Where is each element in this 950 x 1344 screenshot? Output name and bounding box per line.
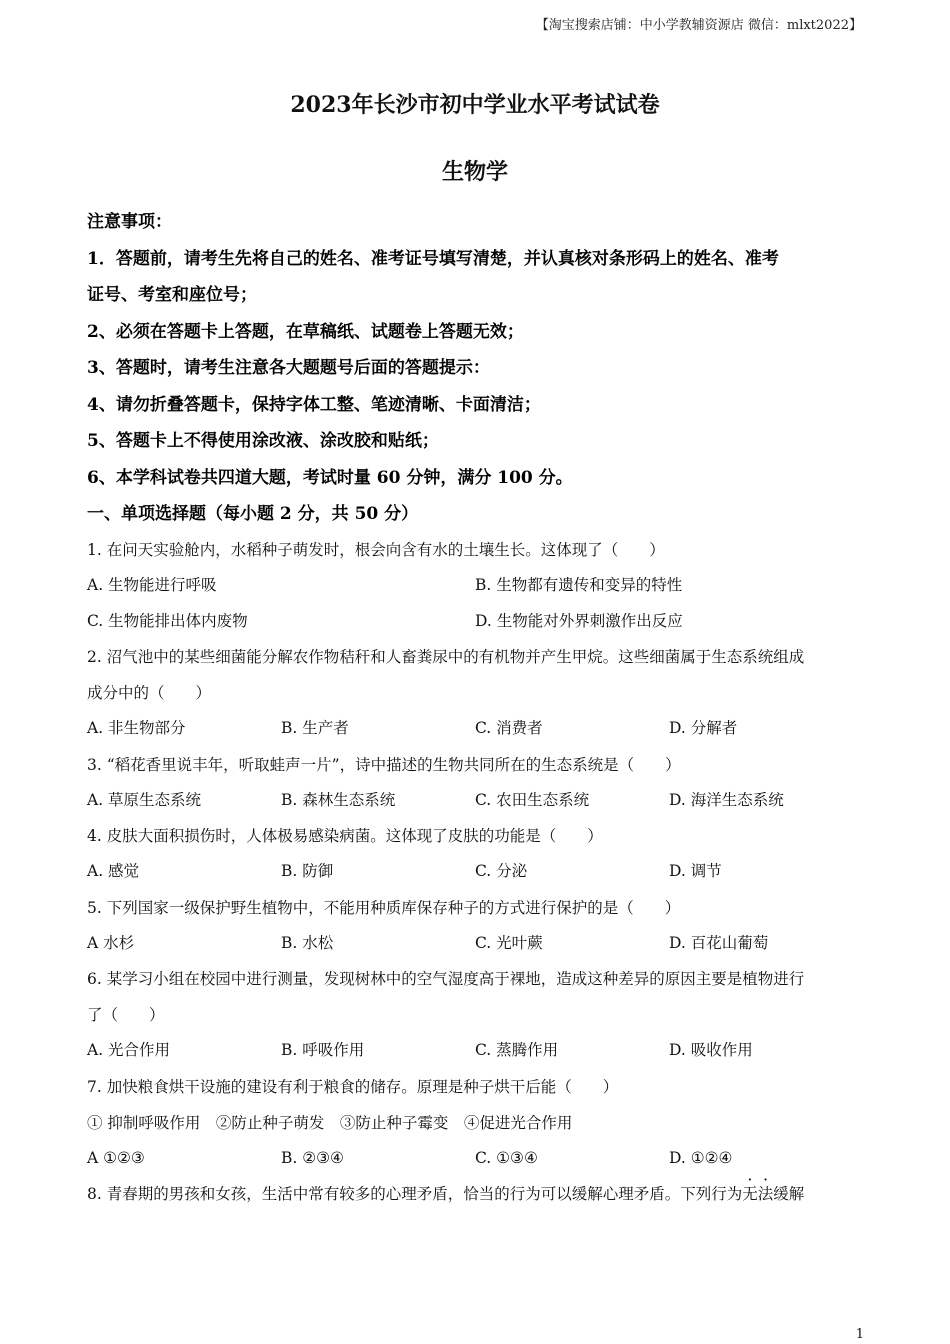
option-b: B. 森林生态系统 bbox=[281, 790, 396, 809]
question-stem-cont: 成分中的（ ） bbox=[87, 684, 212, 702]
question-stem: 3. “稻花香里说丰年，听取蛙声一片”，诗中描述的生物共同所在的生态系统是（ ） bbox=[87, 755, 681, 774]
notice-item: 证号、考室和座位号； bbox=[87, 285, 257, 305]
option-d: D. ①②④ bbox=[669, 1148, 733, 1167]
question-2 bbox=[87, 639, 863, 747]
header-note: 【淘宝搜索店铺：中小学教辅资源店 微信：mlxt2022】 bbox=[535, 18, 862, 33]
option-c: C. 光叶蕨 bbox=[475, 933, 543, 952]
section-heading: 一、单项选择题（每小题 2 分，共 50 分） bbox=[87, 504, 419, 524]
option-a: A ①②③ bbox=[87, 1148, 145, 1167]
notice-item: 1．答题前，请考生先将自己的姓名、准考证号填写清楚，并认真核对条形码上的姓名、准考 bbox=[87, 248, 779, 269]
exam-content bbox=[87, 204, 863, 1212]
options-row bbox=[87, 783, 863, 819]
notice-item: 4、请勿折叠答题卡，保持字体工整、笔迹清晰、卡面清洁； bbox=[87, 394, 541, 415]
options-row bbox=[87, 604, 863, 640]
option-d: D. 分解者 bbox=[669, 719, 738, 737]
option-c: C. 分泌 bbox=[475, 862, 528, 880]
options-row bbox=[87, 1033, 863, 1069]
question-stem: 2. 沼气池中的某些细菌能分解农作物秸秆和人畜粪尿中的有机物并产生甲烷。这些细菌属于生态系统组成 bbox=[87, 648, 805, 666]
option-b: B. ②③④ bbox=[281, 1148, 344, 1167]
options-row bbox=[87, 711, 863, 747]
option-c: C. 消费者 bbox=[475, 719, 543, 737]
question-stem-text: 8. 青春期的男孩和女孩，生活中常有较多的心理矛盾，恰当的行为可以缓解心理矛盾。下列行为 bbox=[87, 1185, 743, 1203]
question-6 bbox=[87, 961, 863, 1069]
question-stem-cont: 了（ ） bbox=[87, 1006, 165, 1024]
option-d: D. 吸收作用 bbox=[669, 1041, 753, 1059]
notice-item: 2、必须在答题卡上答题，在草稿纸、试题卷上答题无效； bbox=[87, 321, 524, 342]
option-d: D. 调节 bbox=[669, 862, 722, 880]
emphasis-char: 无 bbox=[742, 1185, 758, 1203]
notice-item: 3、答题时，请考生注意各大题题号后面的答题提示： bbox=[87, 358, 490, 378]
exam-subject: 生物学 bbox=[441, 159, 508, 185]
option-b: B. 生物都有遗传和变异的特性 bbox=[475, 576, 683, 594]
question-7 bbox=[87, 1069, 863, 1177]
options-row bbox=[87, 854, 863, 890]
option-d: D. 生物能对外界刺激作出反应 bbox=[475, 611, 683, 630]
option-c: C. 农田生态系统 bbox=[475, 790, 590, 809]
question-stem: 1. 在问天实验舱内，水稻种子萌发时，根会向含有水的土壤生长。这体现了（ ） bbox=[87, 541, 665, 559]
option-b: B. 水松 bbox=[281, 933, 334, 952]
option-d: D. 海洋生态系统 bbox=[669, 790, 784, 809]
question-5 bbox=[87, 890, 863, 962]
notice-heading: 注意事项： bbox=[87, 212, 172, 232]
exam-title: 2023年长沙市初中学业水平考试试卷 bbox=[290, 92, 660, 118]
question-4 bbox=[87, 818, 863, 890]
option-d: D. 百花山葡萄 bbox=[669, 933, 769, 952]
option-a: A. 非生物部分 bbox=[87, 719, 186, 737]
option-a: A. 感觉 bbox=[87, 862, 140, 880]
question-1 bbox=[87, 532, 863, 639]
option-b: B. 呼吸作用 bbox=[281, 1041, 365, 1059]
statement-list: ① 抑制呼吸作用 ②防止种子萌发 ③防止种子霉变 ④促进光合作用 bbox=[87, 1113, 573, 1132]
question-stem: 4. 皮肤大面积损伤时，人体极易感染病菌。这体现了皮肤的功能是（ ） bbox=[87, 827, 603, 845]
question-stem bbox=[87, 1176, 863, 1212]
question-3 bbox=[87, 747, 863, 819]
option-a: A 水杉 bbox=[87, 933, 135, 952]
question-stem: 6. 某学习小组在校园中进行测量，发现树林中的空气湿度高于裸地，造成这种差异的原因主要是植物进行 bbox=[87, 970, 805, 988]
question-stem-text: 缓解 bbox=[773, 1185, 805, 1203]
notice-item: 5、答题卡上不得使用涂改液、涂改胶和贴纸； bbox=[87, 431, 439, 451]
emphasis-char: 法 bbox=[757, 1185, 774, 1203]
options-row bbox=[87, 926, 863, 962]
question-stem: 5. 下列国家一级保护野生植物中，不能用种质库保存种子的方式进行保护的是（ ） bbox=[87, 898, 681, 917]
option-a: A. 生物能进行呼吸 bbox=[87, 576, 217, 594]
option-a: A. 光合作用 bbox=[87, 1041, 171, 1059]
notice-item: 6、本学科试卷共四道大题，考试时量 60 分钟，满分 100 分。 bbox=[87, 467, 573, 488]
option-c: C. 蒸腾作用 bbox=[475, 1041, 559, 1059]
option-b: B. 生产者 bbox=[281, 719, 349, 737]
option-b: B. 防御 bbox=[281, 862, 334, 880]
options-row bbox=[87, 568, 863, 604]
option-a: A. 草原生态系统 bbox=[87, 790, 202, 809]
option-c: C. ①③④ bbox=[475, 1148, 538, 1167]
option-c: C. 生物能排出体内废物 bbox=[87, 611, 248, 630]
notice-block bbox=[87, 204, 863, 496]
question-stem: 7. 加快粮食烘干设施的建设有利于粮食的储存。原理是种子烘干后能（ ） bbox=[87, 1077, 619, 1096]
question-8 bbox=[87, 1176, 863, 1212]
page-number: 1 bbox=[855, 1327, 864, 1342]
